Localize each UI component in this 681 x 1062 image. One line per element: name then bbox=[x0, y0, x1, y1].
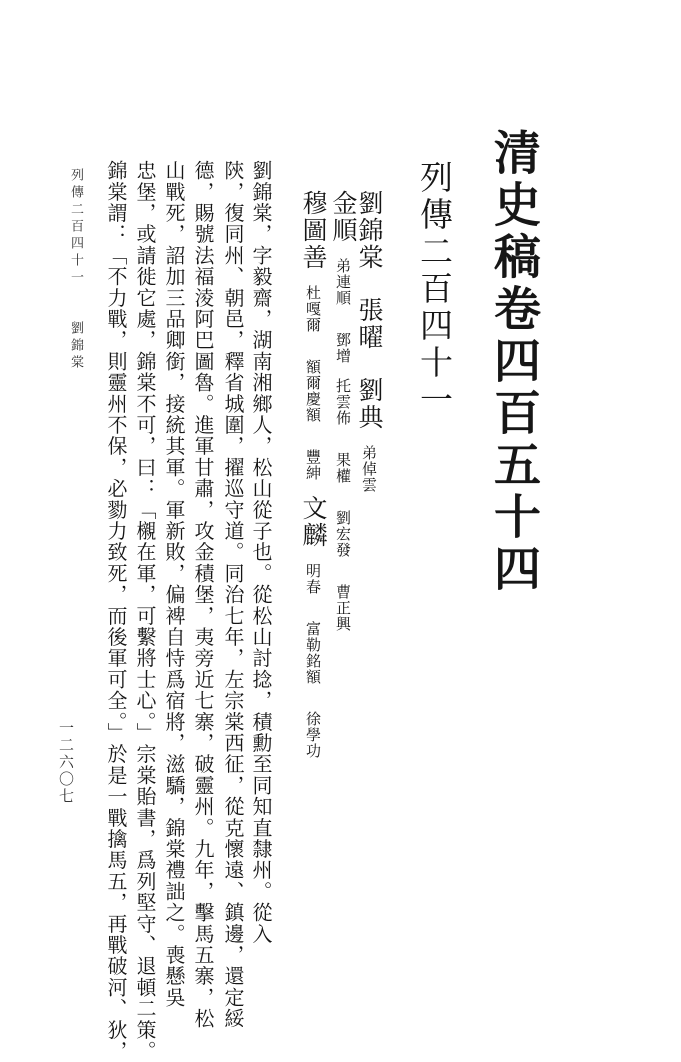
biography-name: 金順 bbox=[329, 190, 358, 244]
body-line-4: 山戰死，詔加三品卿銜，接統其軍。軍新敗，偏裨自恃爲宿將，滋驕，錦棠禮詘之。喪懸吳 bbox=[162, 160, 186, 1008]
body-line-5: 忠堡，或請徙它處，錦棠不可，曰：「櫬在軍，可繫將士心。」宗棠貽書，爲列堅守、退頓二策。 bbox=[133, 160, 157, 1062]
body-line-3: 德，賜號法福淩阿巴圖魯。進軍甘肅，攻金積堡，夷旁近七寨，破靈州。九年，擊馬五寨，松 bbox=[191, 160, 215, 1030]
biography-name: 劉錦棠 bbox=[355, 190, 384, 271]
associated-name: 曹正興 bbox=[334, 584, 352, 632]
chapter-title: 列傳二百四十一 bbox=[415, 160, 454, 419]
associated-name: 徐學功 bbox=[304, 711, 322, 759]
body-line-6: 錦棠謂：「不力戰，則靈州不保，必勠力致死，而後軍可全。」於是一戰擒馬五，再戰破河、狄， bbox=[104, 160, 128, 1062]
associated-name: 劉宏發 bbox=[334, 510, 352, 558]
associated-name: 富勒銘額 bbox=[304, 621, 322, 685]
body-line-2: 陝，復同州、朝邑，釋省城圍，擢巡守道。同治七年，左宗棠西征，從克懷遠、鎮邊，還定綏 bbox=[221, 160, 245, 1030]
biography-name: 穆圖善 bbox=[299, 190, 328, 271]
name-column-3 bbox=[301, 190, 326, 759]
associated-name: 弟倬雲 bbox=[360, 445, 378, 493]
name-column-1 bbox=[357, 190, 382, 493]
biography-name: 張曜 bbox=[355, 297, 384, 351]
page-number: 一二六〇七 bbox=[57, 720, 75, 805]
biography-name: 劉典 bbox=[355, 377, 384, 431]
associated-name: 豐紳 bbox=[304, 449, 322, 481]
associated-name: 托雲佈 bbox=[334, 378, 352, 426]
name-column-2 bbox=[331, 190, 356, 632]
associated-name: 果權 bbox=[334, 452, 352, 484]
associated-name: 杜嘎爾 bbox=[304, 285, 322, 333]
associated-name: 弟連順 bbox=[334, 258, 352, 306]
associated-name: 額爾慶額 bbox=[304, 359, 322, 423]
book-title: 清史稿卷四百五十四 bbox=[486, 128, 541, 596]
running-title: 列傳二百四十一 劉錦棠 bbox=[68, 168, 83, 372]
associated-name: 鄧增 bbox=[334, 332, 352, 364]
biography-name: 文麟 bbox=[299, 495, 328, 549]
associated-name: 明春 bbox=[304, 563, 322, 595]
body-line-1: 劉錦棠，字毅齋，湖南湘鄉人，松山從子也。從松山討捻，積勳至同知直隸州。從入 bbox=[249, 160, 273, 945]
